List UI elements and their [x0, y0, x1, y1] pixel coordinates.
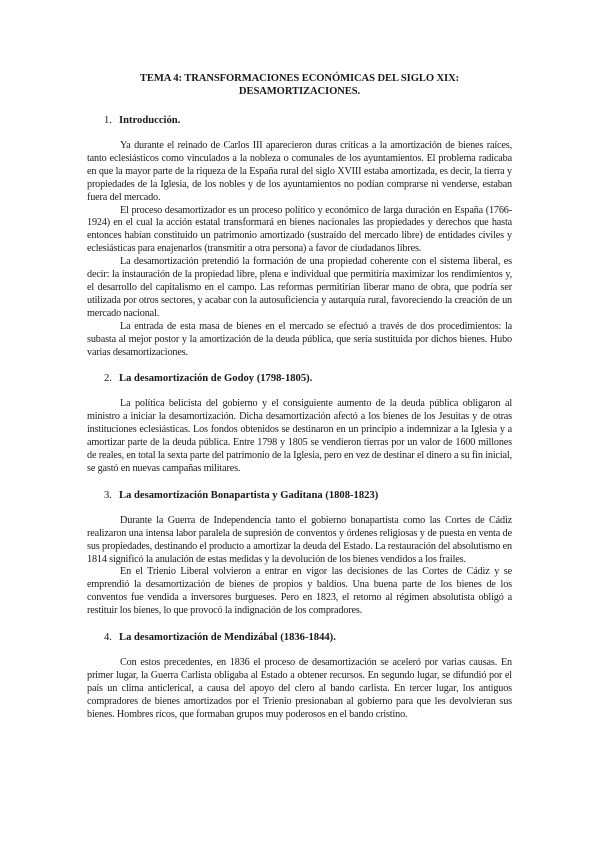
section-introduccion [87, 114, 512, 359]
paragraph: En el Trienio Liberal volvieron a entrar en vigor las decisiones de las Cortes de Cádiz y se emprendió la desamortización de bienes de propios y baldíos. Una buena parte de los bienes de los conventos fue vendida a inversores burgueses. Pero en 1823, el retorno al régimen absolutista obligó a restituir los bienes, lo que provocó la indignación de los compradores. [87, 566, 512, 617]
section-heading [87, 489, 512, 502]
section-number: 4. [104, 632, 112, 644]
section-heading [87, 372, 512, 385]
section-godoy [87, 372, 512, 475]
section-number: 2. [104, 373, 112, 385]
title-line-1: TEMA 4: TRANSFORMACIONES ECONÓMICAS DEL SIGLO XIX: [139, 73, 460, 84]
section-number: 1. [104, 115, 112, 126]
paragraph: La desamortización pretendió la formación de una propiedad coherente con el sistema liberal, es decir: la instauración de la propiedad libre, plena e individual que permitiría maximizar los rendimientos y, el desarrollo del capitalismo en el campo. Las reformas permitirían liberar mano de obra, que podría ser utilizada por otros sectores, y acabar con la autosuficiencia y autarquía rural, favoreciendo la creación de un mercado nacional. [87, 256, 512, 319]
paragraph: La entrada de esta masa de bienes en el mercado se efectuó a través de dos procedimientos: la subasta al mejor postor y la amortización de la deuda pública, que sería sustituida por dichos bienes. Hubo varias desamortizaciones. [87, 320, 512, 358]
section-mendizabal [87, 631, 512, 722]
paragraph: Ya durante el reinado de Carlos III aparecieron duras críticas a la amortización de bienes raíces, tanto eclesiásticos como vinculados a la nobleza o comunales de los ayuntamientos. El problema radicaba en que la mayor parte de la riqueza de la España rural del siglo XVIII estaba amortizada, es decir, la tierra y propiedades de la Iglesia, de los nobles y de los ayuntamientos no podían comprarse ni venderse, estaban fuera del mercado. [87, 140, 512, 203]
section-bonapartista-gaditana [87, 489, 512, 618]
section-title: La desamortización Bonapartista y Gaditana (1808-1823) [119, 489, 379, 501]
paragraph: Durante la Guerra de Independencia tanto el gobierno bonapartista como las Cortes de Cádiz realizaron una intensa labor paralela de supresión de conventos y órdenes religiosas y de puesta en venta de sus propiedades, destinando el producto a amortizar la deuda del Estado. La restauración del absolutismo en 1814 significó la anulación de estas medidas y la devolución de los bienes vendidos a los frailes. [87, 514, 512, 565]
section-number: 3. [104, 489, 112, 501]
section-heading [87, 114, 512, 127]
section-heading [87, 631, 512, 644]
section-title: Introducción. [119, 115, 181, 126]
section-title: La desamortización de Mendizábal (1836-1844). [119, 632, 336, 644]
section-title: La desamortización de Godoy (1798-1805). [119, 373, 313, 385]
paragraph: El proceso desamortizador es un proceso político y económico de larga duración en España (1766-1924) en el cual la acción estatal transformará en bienes nacionales las propiedades y derechos que hasta entonces habían constituido un patrimonio amortizado (sustraído del mercado libre) de entidades civiles y eclesiásticas para enajenarlos (transmitir a otra persona) a favor de ciudadanos libres. [87, 204, 512, 255]
document-title [87, 72, 512, 98]
paragraph: Con estos precedentes, en 1836 el proceso de desamortización se aceleró por varias causas. En primer lugar, la Guerra Carlista obligaba al Estado a obtener recursos. En segundo lugar, se difundió por el país un clima anticlerical, a causa del apoyo del clero al bando carlista. En tercer lugar, los antiguos compradores de bienes amortizados por el Trienio presionaban al gobierno para que les devolvieran sus bienes. Hombres ricos, que formaban grupos muy poderosos en el bando cristino. [87, 657, 512, 720]
paragraph: La política belicista del gobierno y el consiguiente aumento de la deuda pública obligaron al ministro a iniciar la desamortización. Dicha desamortización afectó a los bienes de los Jesuitas y de otras instituciones eclesiásticas. Los fondos obtenidos se destinaron en un principio a indemnizar a la Iglesia y a amortizar parte de la deuda pública. Entre 1798 y 1805 se vendieron tierras por un valor de 1600 millones de reales, en total la sexta parte del patrimonio de la Iglesia, pero en vez de destinar el dinero a su fin inicial, se gastó en nuevas campañas militares. [87, 398, 512, 474]
title-line-2: DESAMORTIZACIONES. [238, 86, 361, 97]
